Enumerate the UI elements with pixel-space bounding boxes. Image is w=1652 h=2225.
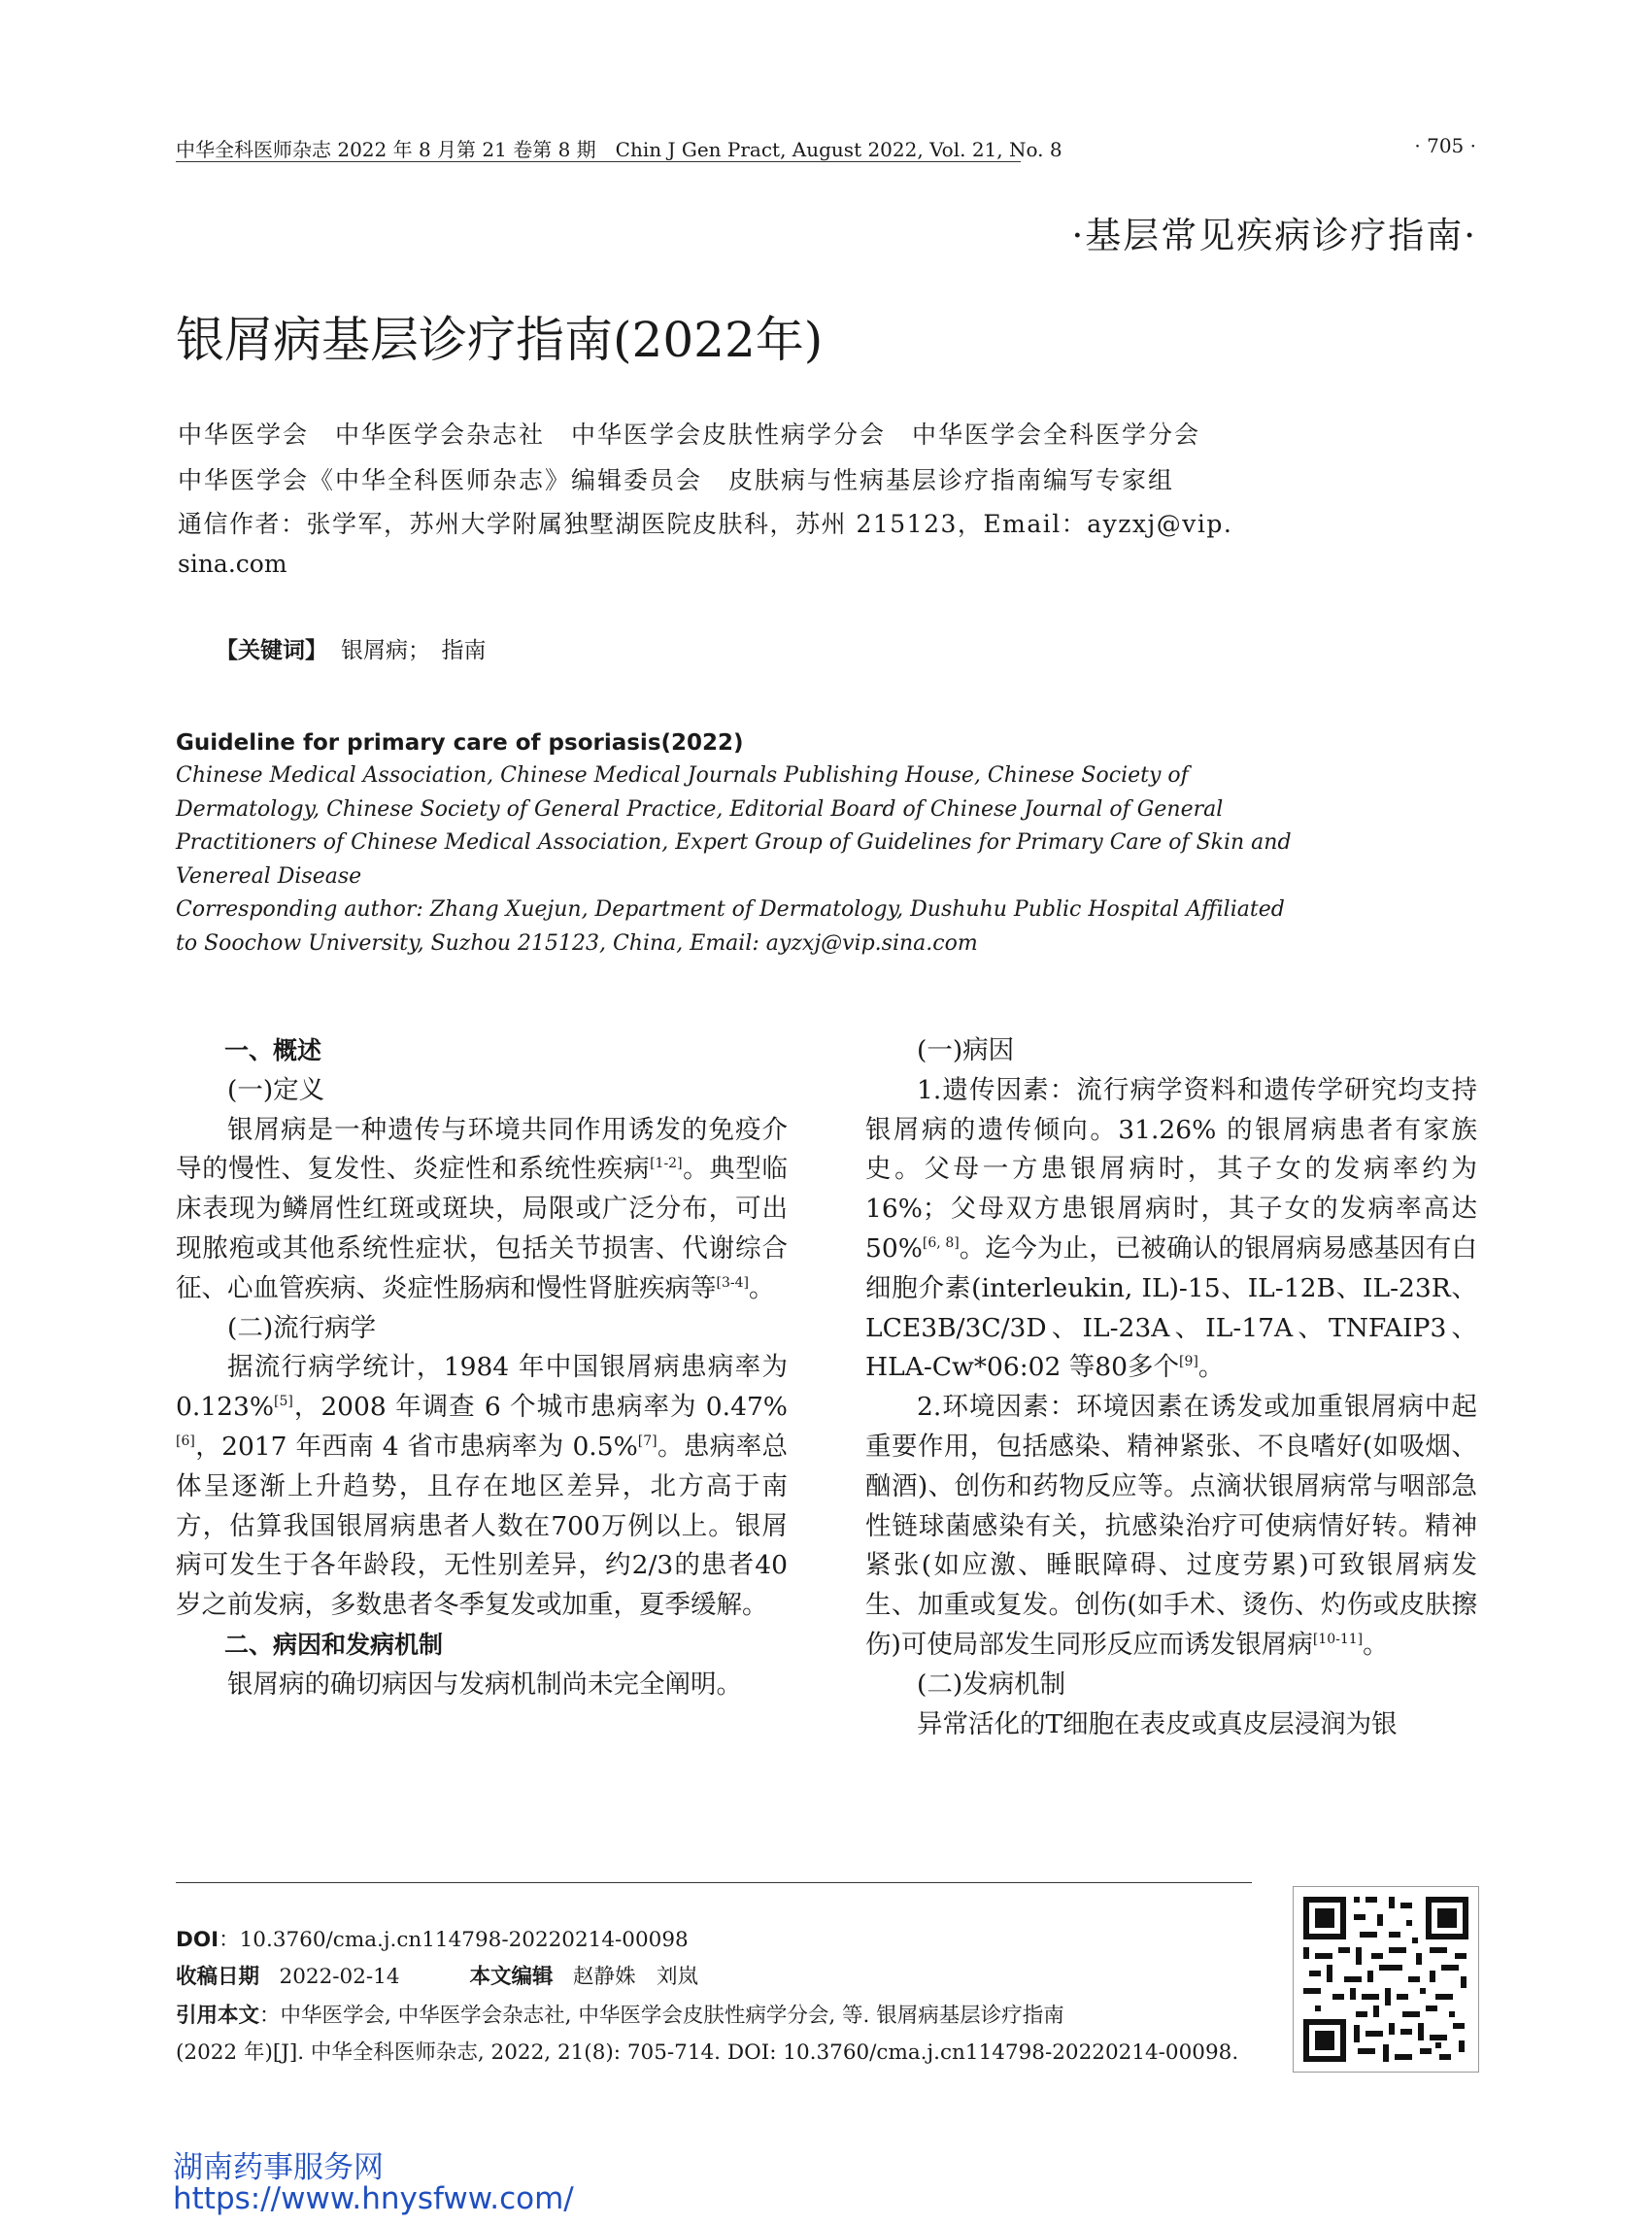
section-heading-etiology: 二、病因和发病机制 (224, 1630, 444, 1659)
article-title: 银屑病基层诊疗指南(2022年) (176, 312, 824, 368)
english-line: to Soochow University, Suzhou 215123, China, Email: ayzxj@vip.sina.com (176, 931, 978, 956)
english-line: Dermatology, Chinese Society of General Practice, Editorial Board of Chinese Journal of General (176, 797, 1224, 822)
paragraph-definition: 银屑病是一种遗传与环境共同作用诱发的免疫介导的慢性、复发性、炎症性和系统性疾病[1-2]。典型临床表现为鳞屑性红斑或斑块，局限或广泛分布，可出现脓疱或其他系统性症状，包括关节损害、代谢综合征、心血管疾病、炎症性肠病和慢性肾脏疾病等[3-4]。 (176, 1114, 789, 1303)
keywords-label: 【关键词】 (216, 638, 327, 663)
watermark-url[interactable]: https://www.hnysfww.com/ (173, 2181, 574, 2216)
journal-header: 中华全科医师杂志 2022 年 8 月第 21 卷第 8 期 Chin J Gen Pract, August 2022, Vol. 21, No. 8 (176, 138, 1062, 161)
qr-code-icon (1293, 1886, 1479, 2073)
paragraph-mechanism: 异常活化的T细胞在表皮或真皮层浸润为银 (917, 1708, 1398, 1739)
received-label: 收稿日期 (176, 1965, 260, 1989)
reference-marker: [6] (176, 1433, 195, 1449)
english-line: Chinese Medical Association, Chinese Medical Journals Publishing House, Chinese Society of (176, 763, 1189, 788)
authors-line-2: 中华医学会《中华全科医师杂志》编辑委员会 皮肤病与性病基层诊疗指南编写专家组 (178, 466, 1175, 494)
left-column (176, 1031, 788, 1705)
english-line: Venereal Disease (176, 864, 362, 889)
section-heading-overview: 一、概述 (224, 1036, 322, 1064)
keywords-text: 银屑病； 指南 (341, 638, 487, 663)
reference-marker: [3-4] (716, 1274, 749, 1291)
subheading-mechanism: (二)发病机制 (917, 1669, 1066, 1700)
english-line: Practitioners of Chinese Medical Association, Expert Group of Guidelines for Primary Care of Skin and (176, 830, 1292, 855)
right-column (865, 1031, 1477, 1744)
reference-marker: [9] (1179, 1354, 1198, 1370)
keywords (216, 632, 487, 664)
english-line: Corresponding author: Zhang Xuejun, Department of Dermatology, Dushuhu Public Hospital Affiliated (176, 897, 1285, 922)
received-value: 2022-02-14 (279, 1965, 400, 1989)
paragraph-etiology: 银屑病的确切病因与发病机制尚未完全阐明。 (227, 1669, 742, 1700)
subheading-epidemiology: (二)流行病学 (227, 1312, 377, 1343)
doi-value: ：10.3760/cma.j.cn114798-20220214-00098 (219, 1928, 689, 1952)
reference-marker: [7] (637, 1433, 657, 1449)
doi-line (176, 1923, 689, 1953)
editor-value: 赵静姝 刘岚 (573, 1965, 699, 1989)
corresponding-author-line-2: sina.com (178, 550, 287, 578)
subheading-definition: (一)定义 (227, 1074, 325, 1105)
reference-marker: [5] (274, 1394, 293, 1410)
cite-label: 引用本文 (176, 2004, 260, 2028)
received-line (176, 1960, 698, 1990)
watermark-site-name: 湖南药事服务网 (173, 2150, 384, 2185)
citation-line-1: 引用本文：中华医学会, 中华医学会杂志社, 中华医学会皮肤性病学分会, 等. 银屑病基层诊疗指南 (176, 2004, 1064, 2028)
paragraph-environmental-factors: 2.环境因素：环境因素在诱发或加重银屑病中起重要作用，包括感染、精神紧张、不良嗜好(如吸烟、酗酒)、创伤和药物反应等。点滴状银屑病常与咽部急性链球菌感染有关，抗感染治疗可使病情好转。精神紧张(如应激、睡眠障碍、过度劳累)可致银屑病发生、加重或复发。创伤(如手术、烫伤、灼伤或皮肤擦伤)可使局部发生同形反应而诱发银屑病[10-11]。 (865, 1392, 1477, 1660)
footer-rule (176, 1882, 1252, 1883)
reference-marker: [6, 8] (922, 1234, 960, 1251)
english-title: Guideline for primary care of psoriasis(2022) (176, 730, 744, 756)
reference-marker: [1-2] (650, 1156, 683, 1172)
paragraph-genetic-factors: 1.遗传因素：流行病学资料和遗传学研究均支持银屑病的遗传倾向。31.26% 的银屑病患者有家族史。父母一方患银屑病时，其子女的发病率约为16%；父母双方患银屑病时，其子女的发病率高达50%[6, 8]。迄今为止，已被确认的银屑病易感基因有白细胞介素(interleukin, IL)-15、IL-12B、IL-23R、LCE3B/3C/3D、IL-23A、IL-17A、TNFAIP3、HLA-Cw*06:02 等80多个[9]。 (865, 1074, 1478, 1383)
editor-label: 本文编辑 (469, 1965, 554, 1989)
header-rule (176, 161, 1021, 162)
corresponding-author-line-1: 通信作者：张学军，苏州大学附属独墅湖医院皮肤科，苏州 215123，Email：ayzxj@vip. (178, 510, 1233, 538)
subheading-cause: (一)病因 (917, 1035, 1015, 1065)
paragraph-epidemiology: 据流行病学统计，1984 年中国银屑病患病率为 0.123%[5]，2008 年调查 6 个城市患病率为 0.47%[6]，2017 年西南 4 省市患病率为 0.5%[7]。患病率总体呈逐渐上升趋势，且存在地区差异，北方高于南方，估算我国银屑病患者人数在700万例以上。银屑病可发生于各年龄段，无性别差异，约2/3的患者40岁之前发病，多数患者冬季复发或加重，夏季缓解。 (176, 1352, 788, 1621)
doi-label: DOI (176, 1928, 219, 1952)
page-number: · 705 · (1414, 134, 1476, 157)
citation-line-2: (2022 年)[J]. 中华全科医师杂志, 2022, 21(8): 705-714. DOI: 10.3760/cma.j.cn114798-20220214-00098. (176, 2040, 1239, 2065)
reference-marker: [10-11] (1312, 1631, 1364, 1647)
column-tag: ·基层常见疾病诊疗指南· (1071, 215, 1477, 256)
authors-line-1: 中华医学会 中华医学会杂志社 中华医学会皮肤性病学分会 中华医学会全科医学分会 (178, 421, 1201, 449)
